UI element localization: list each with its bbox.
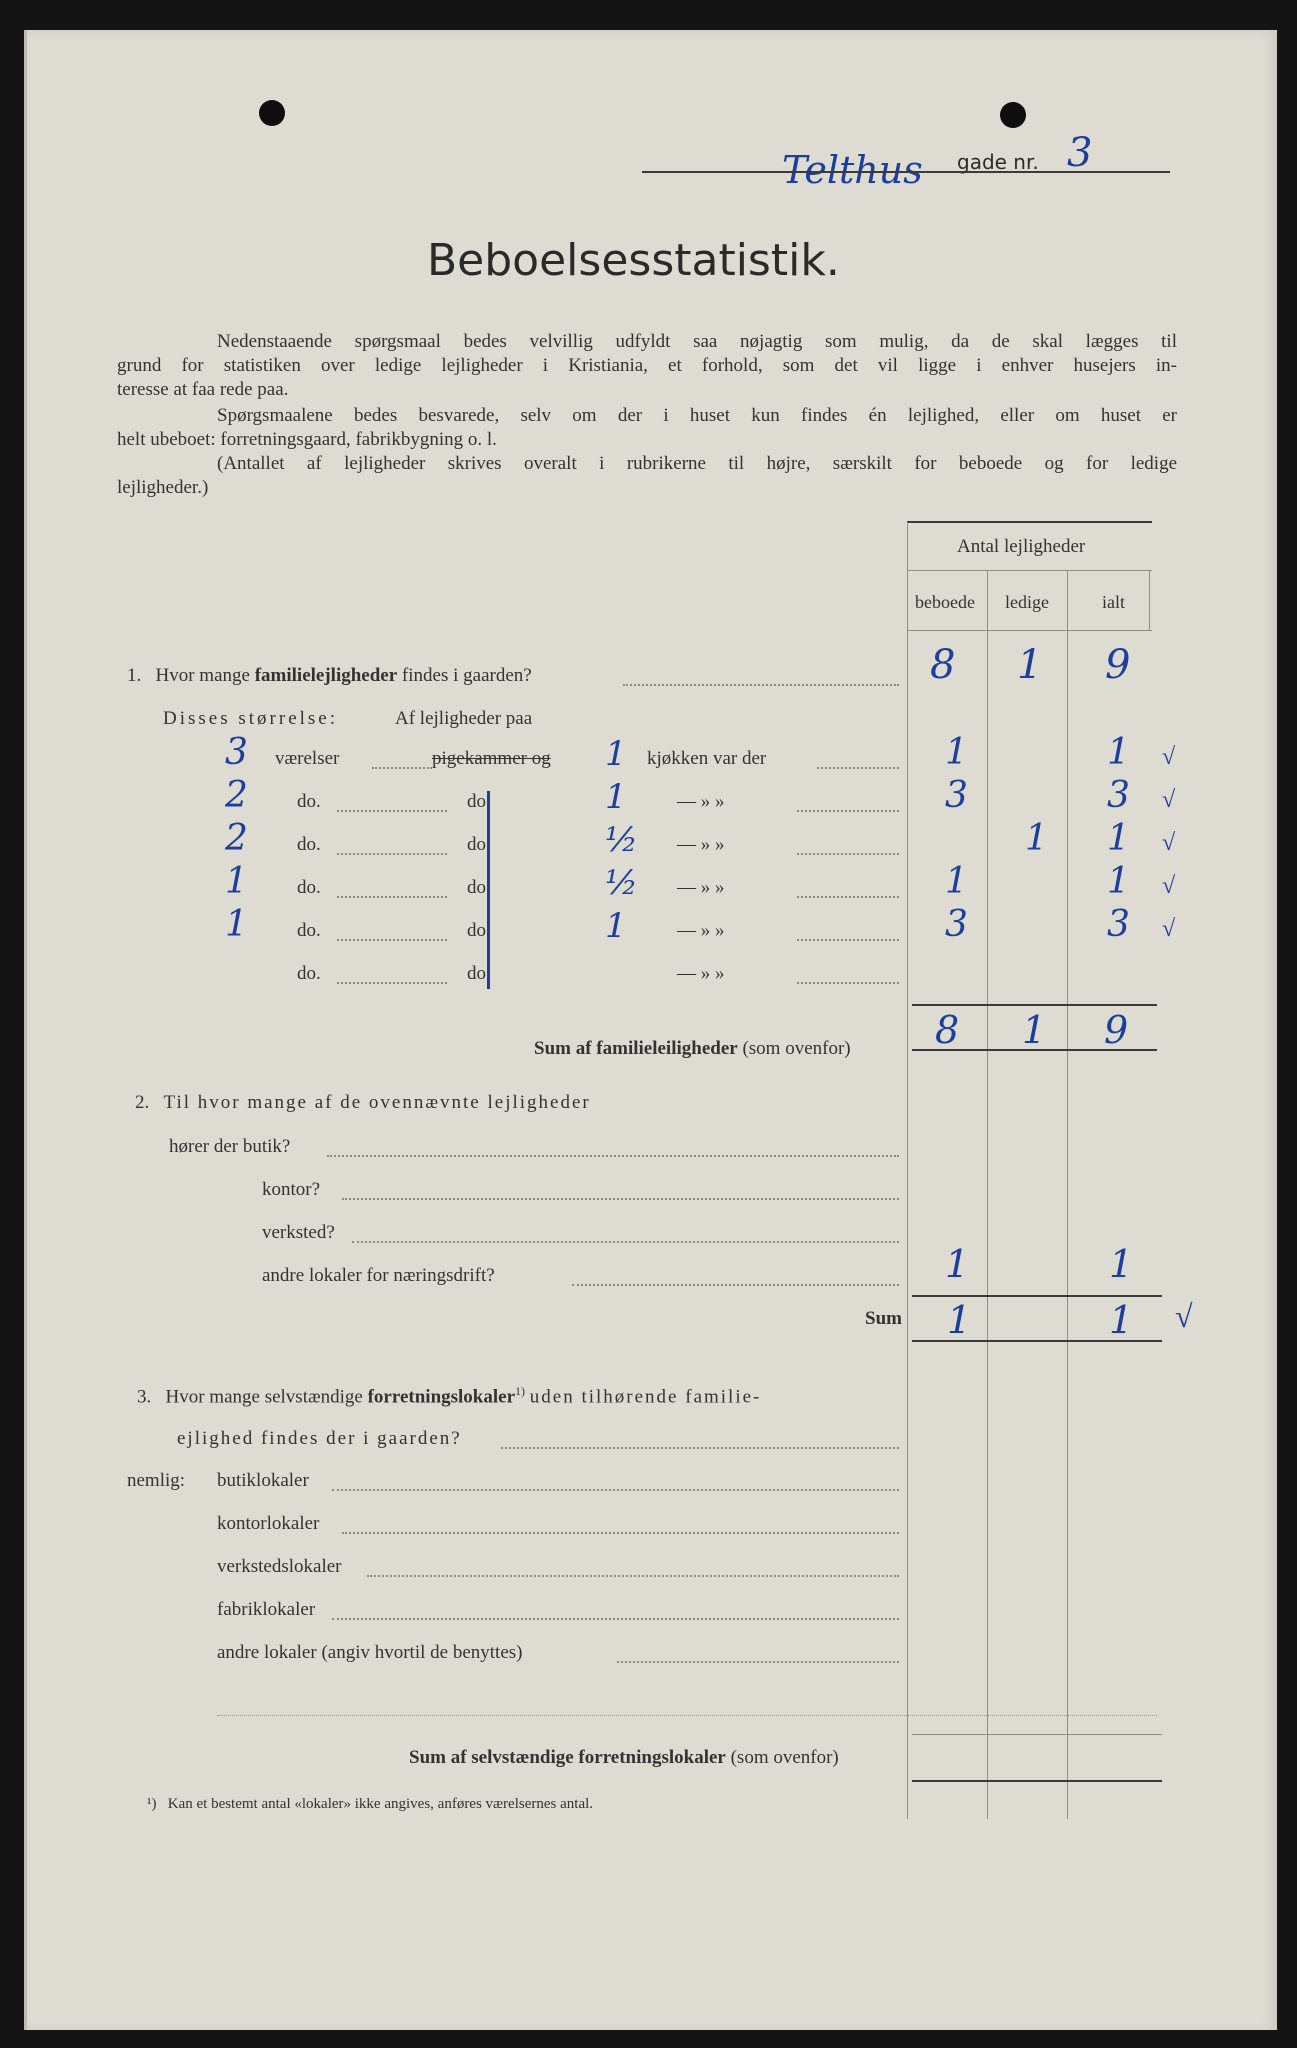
row-check-mark: √ [1162,744,1176,770]
q2-item-verksted: verksted? [262,1222,335,1243]
q1-sum-label [534,1038,851,1060]
q3-sum-label-post: (som ovenfor) [730,1747,839,1768]
row-ledige: 1 [1025,818,1048,859]
intro-p2-line2: helt ubeboet: forretningsgaard, fabrikbygning o. l. [117,429,497,450]
q2-text: Til hvor mange af de ovennævnte lejligheder [163,1092,591,1113]
punch-hole-left [259,100,285,126]
q3-item-butik: butiklokaler [217,1470,309,1491]
q1-answer-beboede: 8 [930,642,956,688]
q2-sum-top-rule [912,1295,1162,1297]
row-rooms-label: do. [297,834,321,855]
q1-text-bold: familielejligheder [254,665,398,686]
table-header-rule [907,630,1152,631]
row-dots-a [337,810,447,812]
q1-answer-ledige: 1 [1017,642,1043,688]
table-divider-1 [987,570,988,1819]
row-rooms-count: 2 [225,775,248,816]
footnote-text: Kan et bestemt antal «lokaler» ikke angives, anføres værelsernes antal. [167,1796,594,1812]
row-check-mark: √ [1162,916,1176,942]
q1-number: 1. [127,665,142,686]
address-line [642,171,1170,173]
q3-item-andre: andre lokaler (angiv hvortil de benyttes) [217,1642,523,1663]
q3-sum-top-rule [912,1734,1162,1735]
row-ialt: 1 [1107,861,1130,902]
q2-item-andre: andre lokaler for næringsdrift? [262,1265,495,1286]
row-rooms-label: værelser [275,748,340,769]
q2-sum-label: Sum [865,1308,902,1329]
q2-item-kontor: kontor? [262,1179,321,1200]
row-dots-b [797,939,899,941]
q2-question [135,1092,591,1114]
intro-text [117,330,1177,500]
row-dots-a [337,896,447,898]
q1-sum-ledige: 1 [1022,1008,1047,1052]
col-ledige-header: ledige [1005,592,1049,612]
q3-separator-rule [217,1715,1157,1716]
q3-item-fabrik: fabriklokaler [217,1599,316,1620]
row-rooms-count: 1 [225,861,248,902]
row-ialt: 1 [1107,732,1130,773]
row-kitchen-label: — » » [677,963,725,984]
row-pigekammer: do. [467,877,491,898]
row-ialt: 1 [1107,818,1130,859]
q1-leader-dots [623,684,899,686]
footnote [147,1796,593,1813]
intro-p3-line1: (Antallet af lejligheder skrives overalt i rubrikerne til højre, særskilt for beboede og for ledige [217,453,1177,474]
row-rooms-label: do. [297,877,321,898]
q3-sum-bottom-rule [912,1780,1162,1782]
row-beboede: 3 [945,904,968,945]
q2-item-butik: hører der butik? [169,1136,291,1157]
row-beboede: 1 [945,732,968,773]
q1-sum-beboede: 8 [935,1008,960,1052]
q3-text-line2 [177,1428,462,1450]
row-ialt: 3 [1107,775,1130,816]
row-pigekammer: pigekammer og [432,748,551,769]
q2-check-mark: √ [1175,1298,1193,1334]
table-border-right [1149,570,1150,630]
q1-size-label2: Af lejligheder paa [395,708,533,729]
q2-dots-verksted [352,1241,899,1243]
row-pigekammer: do. [467,963,491,984]
row-dots-a [337,853,447,855]
q3-text-post: uden tilhørende familie- [529,1386,762,1408]
q1-answer-ialt: 9 [1105,642,1131,688]
q2-number: 2. [135,1092,150,1113]
row-kitchen-label: kjøkken var der [647,748,767,769]
table-group-rule [907,570,1152,571]
q2-andre-beboede: 1 [945,1242,970,1286]
gade-label: gade nr. [957,150,1039,174]
q3-text-pre: Hvor mange selvstændige [165,1386,363,1408]
q1-sum-label-post: (som ovenfor) [742,1038,851,1059]
q3-item-kontor: kontorlokaler [217,1513,320,1534]
row-rooms-label: do. [297,920,321,941]
intro-p2-line1: Spørgsmaalene bedes besvarede, selv om der i huset kun findes én lejlighed, eller om huset er [217,405,1177,426]
intro-p3-line2: lejligheder.) [117,477,209,498]
intro-p1-line3: teresse at faa rede paa. [117,379,289,400]
row-kitchen-count: 1 [605,734,627,774]
row-rooms-label: do. [297,791,321,812]
q3-dots-verksted [367,1575,899,1577]
row-dots-b [817,767,899,769]
row-dots-b [797,896,899,898]
row-rooms-label: do. [297,963,321,984]
q3-item-verksted: verkstedslokaler [217,1556,342,1577]
q1-sum-label-bold: Sum af familieleiligheder [534,1038,738,1059]
pen-stroke [487,791,490,989]
table-border-left [907,522,908,1819]
q2-sum-ialt: 1 [1109,1298,1134,1342]
q1-question [127,665,532,687]
q3-nemlig: nemlig: [127,1470,186,1491]
row-dots-b [797,982,899,984]
row-kitchen-label: — » » [677,834,725,855]
q2-dots-andre [572,1284,899,1286]
row-check-mark: √ [1162,830,1176,856]
q2-dots-butik [327,1155,899,1157]
col-ialt-header: ialt [1102,592,1125,612]
q2-dots-kontor [342,1198,899,1200]
row-dots-b [797,853,899,855]
street-number: 3 [1067,130,1093,176]
row-pigekammer: do. [467,834,491,855]
intro-p1-line1: Nedenstaaende spørgsmaal bedes velvillig udfyldt saa nøjagtig som mulig, da de skal lægges til [217,331,1177,352]
row-kitchen-label: — » » [677,920,725,941]
q2-sum-beboede: 1 [947,1298,972,1342]
row-rooms-count: 1 [225,904,248,945]
row-kitchen-label: — » » [677,877,725,898]
intro-p1-line2: grund for statistiken over ledige lejligheder i Kristiania, et forhold, som det vil ligge i enhver husejers in- [117,355,1177,376]
row-kitchen-count: ½ [605,863,638,903]
table-top-rule [907,521,1152,523]
row-pigekammer: do. [467,791,491,812]
row-check-mark: √ [1162,787,1176,813]
street-name: Telthus [782,148,923,192]
row-dots-a [337,939,447,941]
footnote-mark: ¹) [147,1796,157,1812]
row-beboede: 3 [945,775,968,816]
q3-line2-text: ejlighed findes der i gaarden? [177,1428,462,1449]
row-pigekammer: do. [467,920,491,941]
row-dots-b [797,810,899,812]
form-page [24,30,1277,2030]
q3-dots-kontor [342,1532,899,1534]
row-dots-a [337,982,447,984]
punch-hole-right [1000,102,1026,128]
q3-dots-fabrik [332,1618,899,1620]
q1-sum-top-rule [912,1004,1157,1006]
q1-size-label: Disses størrelse: [163,708,339,729]
row-rooms-count: 3 [225,732,248,773]
row-dots-a [372,767,432,769]
col-beboede-header: beboede [915,592,975,612]
q3-sum-label [409,1747,839,1769]
q1-sum-ialt: 9 [1104,1008,1129,1052]
q2-andre-ialt: 1 [1109,1242,1134,1286]
row-rooms-count: 2 [225,818,248,859]
row-kitchen-label: — » » [677,791,725,812]
table-group-header: Antal lejligheder [957,536,1086,557]
q3-text-bold: forretningslokaler [367,1386,516,1408]
row-kitchen-count: ½ [605,820,638,860]
row-beboede: 1 [945,861,968,902]
table-divider-2 [1067,570,1068,1819]
row-kitchen-count: 1 [605,906,627,946]
row-kitchen-count: 1 [605,777,627,817]
q3-dots-andre [617,1661,899,1663]
q3-dots-butik [332,1489,899,1491]
row-check-mark: √ [1162,873,1176,899]
q3-number: 3. [137,1386,152,1408]
page-title: Beboelsesstatistik. [427,235,840,286]
q1-text-post: findes i gaarden? [401,665,532,686]
q3-sum-label-bold: Sum af selvstændige forretningslokaler [409,1747,726,1768]
row-ialt: 3 [1107,904,1130,945]
q1-text-pre: Hvor mange [155,665,250,686]
q3-question: 3. Hvor mange selvstændige forretningslokaler$^{1)}$ uden tilhørende familie- [137,1384,762,1408]
q3-dots-line2 [501,1447,899,1449]
